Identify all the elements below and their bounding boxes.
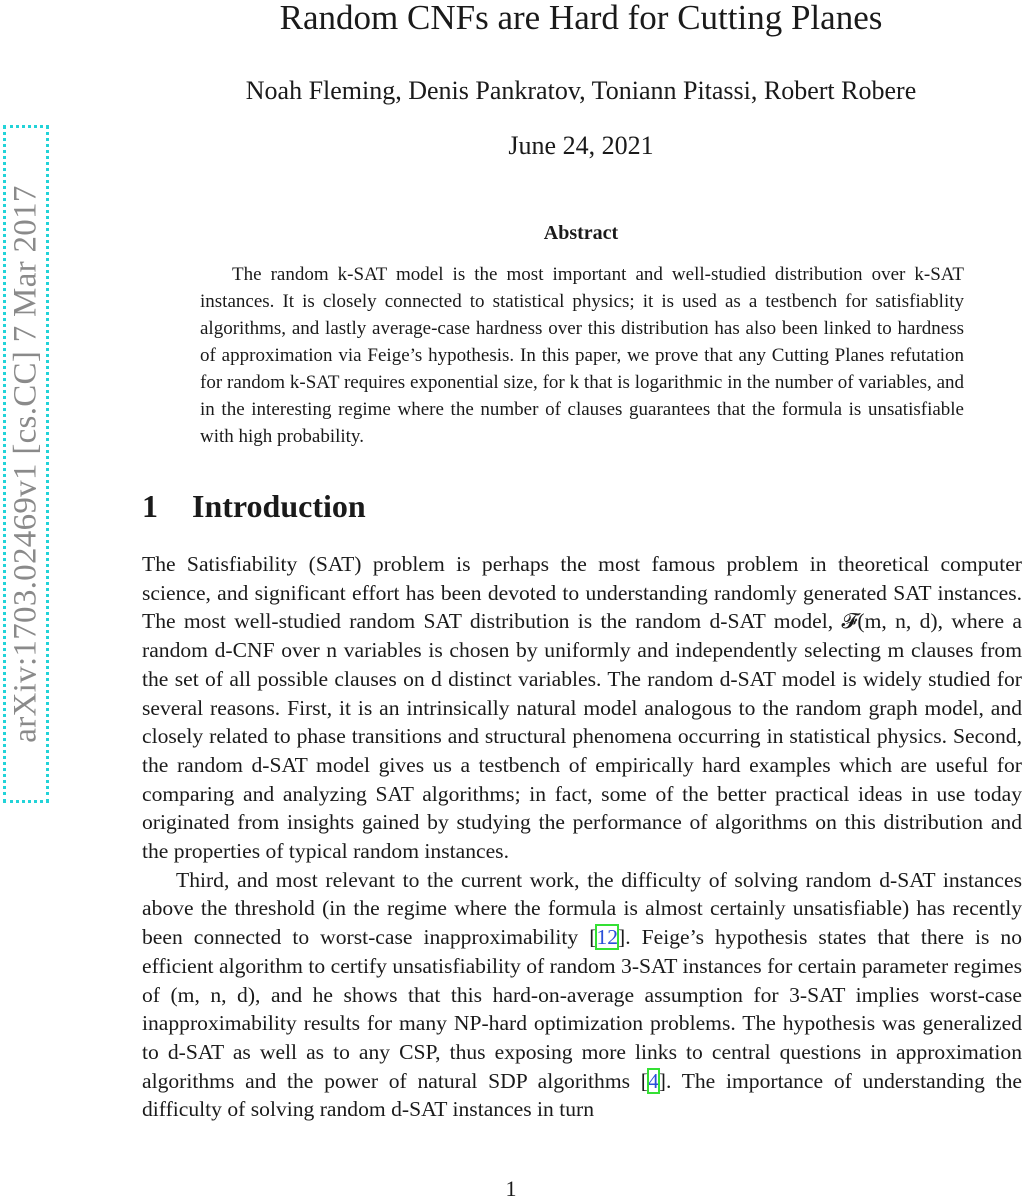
arxiv-stamp bbox=[3, 125, 49, 803]
section-number: 1 bbox=[142, 488, 158, 524]
paragraph-1: The Satisfiability (SAT) problem is perhaps the most famous problem in theoretical computer science, and significant effort has been devoted to understanding randomly generated SAT instances. The most well-studied random SAT distribution is the random d-SAT model, 𝓕(m, n, d), where a random d-CNF over n variables is chosen by uniformly and independently selecting m clauses from the set of all possible clauses on d distinct variables. The random d-SAT model is widely studied for several reasons. First, it is an intrinsically natural model analogous to the random graph model, and closely related to phase transitions and structural phenomena occurring in statistical physics. Second, the random d-SAT model gives us a testbench of empirically hard examples which are useful for comparing and analyzing SAT algorithms; in fact, some of the better practical ideas in use today originated from insights gained by studying the performance of algorithms on this distribution and the properties of typical random instances. bbox=[142, 552, 1022, 864]
abstract-heading: Abstract bbox=[543, 222, 619, 244]
abstract-text: The random k-SAT model is the most important and well-studied distribution over k-SAT instances. It is closely connected to statistical physics; it is used as a testbench for satisfiablity algorithms, and lastly average-case hardness over this distribution has also been linked to hardness of approximation via Feige’s hypothesis. In this paper, we prove that any Cutting Planes refutation for random k-SAT requires exponential size, for k that is logarithmic in the number of variables, and in the interesting regime where the number of clauses guarantees that the formula is unsatisfiable with high probability. bbox=[200, 264, 964, 447]
arxiv-stamp-text: arXiv:1703.02469v1 [cs.CC] 7 Mar 2017 bbox=[7, 185, 44, 743]
paper-authors: Noah Fleming, Denis Pankratov, Toniann Pitassi, Robert Robere bbox=[245, 76, 917, 105]
paper-title: Random CNFs are Hard for Cutting Planes bbox=[279, 0, 883, 37]
citation-link[interactable]: 12 bbox=[596, 925, 619, 950]
section-heading bbox=[142, 488, 366, 525]
section-title: Introduction bbox=[192, 488, 366, 524]
paper-date: June 24, 2021 bbox=[508, 131, 654, 160]
body-text bbox=[142, 550, 1022, 1124]
citation-link[interactable]: 4 bbox=[647, 1068, 659, 1093]
paragraph-2: Third, and most relevant to the current work, the difficulty of solving random d-SAT instances above the threshold (in the regime where the formula is almost certainly unsatisfiable) has recently been connected to worst-case inapproximability [12]. Feige’s hypothesis states that there is no efficient algorithm to certify unsatisfiability of random 3-SAT instances for certain parameter regimes of (m, n, d), and he shows that this hard-on-average assumption for 3-SAT implies worst-case inapproximability results for many NP-hard optimization problems. The hypothesis was generalized to d-SAT as well as to any CSP, thus exposing more links to central questions in approximation algorithms and the power of natural SDP algorithms [4]. The importance of understanding the difficulty of solving random d-SAT instances in turn bbox=[142, 867, 1022, 1122]
page-number: 1 bbox=[505, 1176, 517, 1201]
